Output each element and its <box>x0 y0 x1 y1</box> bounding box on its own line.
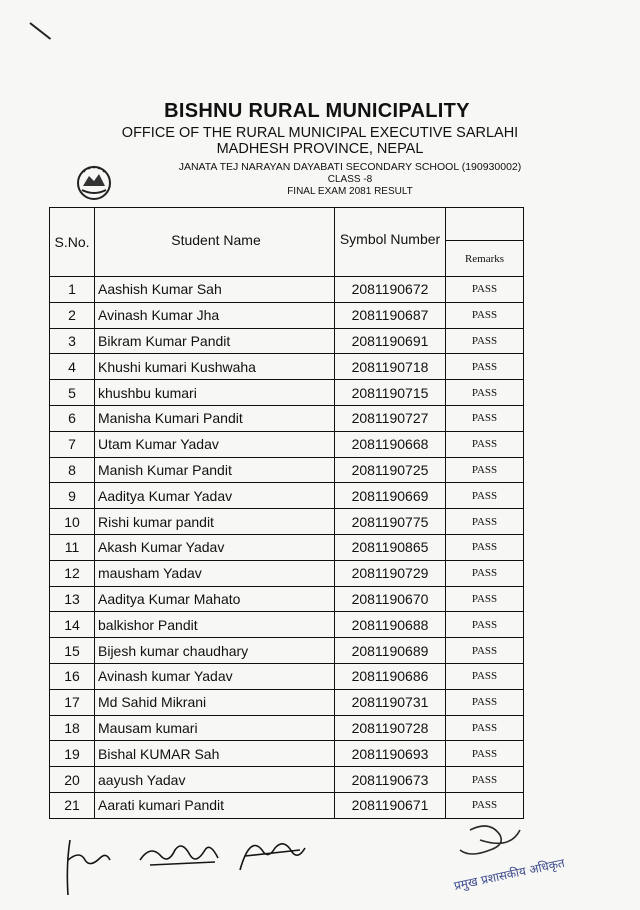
student-name-cell: Md Sahid Mikrani <box>95 689 335 715</box>
table-row <box>50 380 524 406</box>
signature-1 <box>67 840 110 895</box>
sno-cell: 6 <box>50 405 95 431</box>
remarks-cell: PASS <box>446 792 524 818</box>
table-row <box>50 457 524 483</box>
table-row <box>50 767 524 793</box>
remarks-cell: PASS <box>446 767 524 793</box>
symbol-number-cell: 2081190669 <box>335 483 446 509</box>
symbol-number-cell: 2081190668 <box>335 431 446 457</box>
signature-2 <box>140 846 218 865</box>
remarks-cell: PASS <box>446 715 524 741</box>
sno-cell: 13 <box>50 586 95 612</box>
table-row <box>50 663 524 689</box>
symbol-number-cell: 2081190687 <box>335 302 446 328</box>
symbol-number-cell: 2081190689 <box>335 638 446 664</box>
student-name-cell: mausham Yadav <box>95 560 335 586</box>
table-row <box>50 534 524 560</box>
column-header-name: Student Name <box>95 208 335 277</box>
remarks-cell: PASS <box>446 328 524 354</box>
remarks-cell: PASS <box>446 509 524 535</box>
student-name-cell: Manisha Kumari Pandit <box>95 405 335 431</box>
sno-cell: 17 <box>50 689 95 715</box>
table-row <box>50 612 524 638</box>
student-name-cell: Aaditya Kumar Yadav <box>95 483 335 509</box>
sno-cell: 10 <box>50 509 95 535</box>
sno-cell: 20 <box>50 767 95 793</box>
table-row <box>50 560 524 586</box>
student-name-cell: Akash Kumar Yadav <box>95 534 335 560</box>
symbol-number-cell: 2081190671 <box>335 792 446 818</box>
symbol-number-cell: 2081190670 <box>335 586 446 612</box>
remarks-cell: PASS <box>446 302 524 328</box>
student-name-cell: aayush Yadav <box>95 767 335 793</box>
table-row <box>50 638 524 664</box>
symbol-number-cell: 2081190688 <box>335 612 446 638</box>
table-row <box>50 328 524 354</box>
remarks-cell: PASS <box>446 689 524 715</box>
table-row <box>50 405 524 431</box>
result-table <box>49 207 524 819</box>
table-row <box>50 483 524 509</box>
symbol-number-cell: 2081190865 <box>335 534 446 560</box>
sno-cell: 2 <box>50 302 95 328</box>
sno-cell: 8 <box>50 457 95 483</box>
sno-cell: 3 <box>50 328 95 354</box>
sno-cell: 7 <box>50 431 95 457</box>
nepal-government-emblem-icon <box>74 162 114 202</box>
column-header-sno: S.No. <box>50 208 95 277</box>
stamp-text: प्रमुख प्रशासकीय अधिकृत <box>452 855 566 893</box>
table-row <box>50 689 524 715</box>
remarks-cell: PASS <box>446 457 524 483</box>
student-name-cell: balkishor Pandit <box>95 612 335 638</box>
sno-cell: 11 <box>50 534 95 560</box>
municipality-title: BISHNU RURAL MUNICIPALITY <box>164 100 470 122</box>
student-name-cell: Aaditya Kumar Mahato <box>95 586 335 612</box>
remarks-cell: PASS <box>446 354 524 380</box>
sno-cell: 18 <box>50 715 95 741</box>
sno-cell: 4 <box>50 354 95 380</box>
symbol-number-cell: 2081190729 <box>335 560 446 586</box>
remarks-cell: PASS <box>446 380 524 406</box>
student-name-cell: Aashish Kumar Sah <box>95 277 335 303</box>
table-row <box>50 586 524 612</box>
student-name-cell: Avinash Kumar Jha <box>95 302 335 328</box>
sno-cell: 14 <box>50 612 95 638</box>
student-name-cell: Rishi kumar pandit <box>95 509 335 535</box>
table-row <box>50 354 524 380</box>
sno-cell: 5 <box>50 380 95 406</box>
sno-cell: 21 <box>50 792 95 818</box>
remarks-cell: PASS <box>446 612 524 638</box>
remarks-cell: PASS <box>446 277 524 303</box>
sno-cell: 9 <box>50 483 95 509</box>
student-name-cell: Bijesh kumar chaudhary <box>95 638 335 664</box>
table-row <box>50 741 524 767</box>
student-name-cell: khushbu kumari <box>95 380 335 406</box>
remarks-cell: PASS <box>446 560 524 586</box>
symbol-number-cell: 2081190691 <box>335 328 446 354</box>
symbol-number-cell: 2081190728 <box>335 715 446 741</box>
symbol-number-cell: 2081190725 <box>335 457 446 483</box>
symbol-number-cell: 2081190673 <box>335 767 446 793</box>
sno-cell: 12 <box>50 560 95 586</box>
table-row <box>50 715 524 741</box>
table-header-row <box>50 208 524 241</box>
student-name-cell: Manish Kumar Pandit <box>95 457 335 483</box>
remarks-cell: PASS <box>446 741 524 767</box>
symbol-number-cell: 2081190727 <box>335 405 446 431</box>
symbol-number-cell: 2081190693 <box>335 741 446 767</box>
remarks-cell: PASS <box>446 483 524 509</box>
remarks-cell: PASS <box>446 586 524 612</box>
symbol-number-cell: 2081190718 <box>335 354 446 380</box>
column-header-symbol: Symbol Number <box>335 208 446 277</box>
office-subtitle: OFFICE OF THE RURAL MUNICIPAL EXECUTIVE SARLAHI <box>121 125 519 141</box>
table-row <box>50 431 524 457</box>
exam-title: FINAL EXAM 2081 RESULT <box>287 186 413 197</box>
column-header-remarks: Remarks <box>446 241 524 277</box>
symbol-number-cell: 2081190686 <box>335 663 446 689</box>
remarks-cell: PASS <box>446 405 524 431</box>
signature-3 <box>240 844 305 870</box>
column-header-remarks-top <box>446 208 524 241</box>
student-name-cell: Aarati kumari Pandit <box>95 792 335 818</box>
table-row <box>50 277 524 303</box>
sno-cell: 16 <box>50 663 95 689</box>
scan-pen-mark <box>29 22 51 40</box>
province-subtitle: MADHESH PROVINCE, NEPAL <box>216 141 424 157</box>
remarks-cell: PASS <box>446 638 524 664</box>
sno-cell: 15 <box>50 638 95 664</box>
table-body <box>50 277 524 819</box>
student-name-cell: Khushi kumari Kushwaha <box>95 354 335 380</box>
remarks-cell: PASS <box>446 431 524 457</box>
stamp-signature <box>460 826 520 854</box>
symbol-number-cell: 2081190715 <box>335 380 446 406</box>
student-name-cell: Mausam kumari <box>95 715 335 741</box>
symbol-number-cell: 2081190731 <box>335 689 446 715</box>
student-name-cell: Bishal KUMAR Sah <box>95 741 335 767</box>
symbol-number-cell: 2081190672 <box>335 277 446 303</box>
student-name-cell: Avinash kumar Yadav <box>95 663 335 689</box>
remarks-cell: PASS <box>446 534 524 560</box>
student-name-cell: Bikram Kumar Pandit <box>95 328 335 354</box>
table-row <box>50 792 524 818</box>
symbol-number-cell: 2081190775 <box>335 509 446 535</box>
table-row <box>50 509 524 535</box>
sno-cell: 1 <box>50 277 95 303</box>
table-row <box>50 302 524 328</box>
signatures-area <box>0 820 640 910</box>
student-name-cell: Utam Kumar Yadav <box>95 431 335 457</box>
sno-cell: 19 <box>50 741 95 767</box>
school-name: JANATA TEJ NARAYAN DAYABATI SECONDARY SCHOOL (190930002) <box>178 161 522 173</box>
class-label: CLASS -8 <box>327 174 373 185</box>
remarks-cell: PASS <box>446 663 524 689</box>
